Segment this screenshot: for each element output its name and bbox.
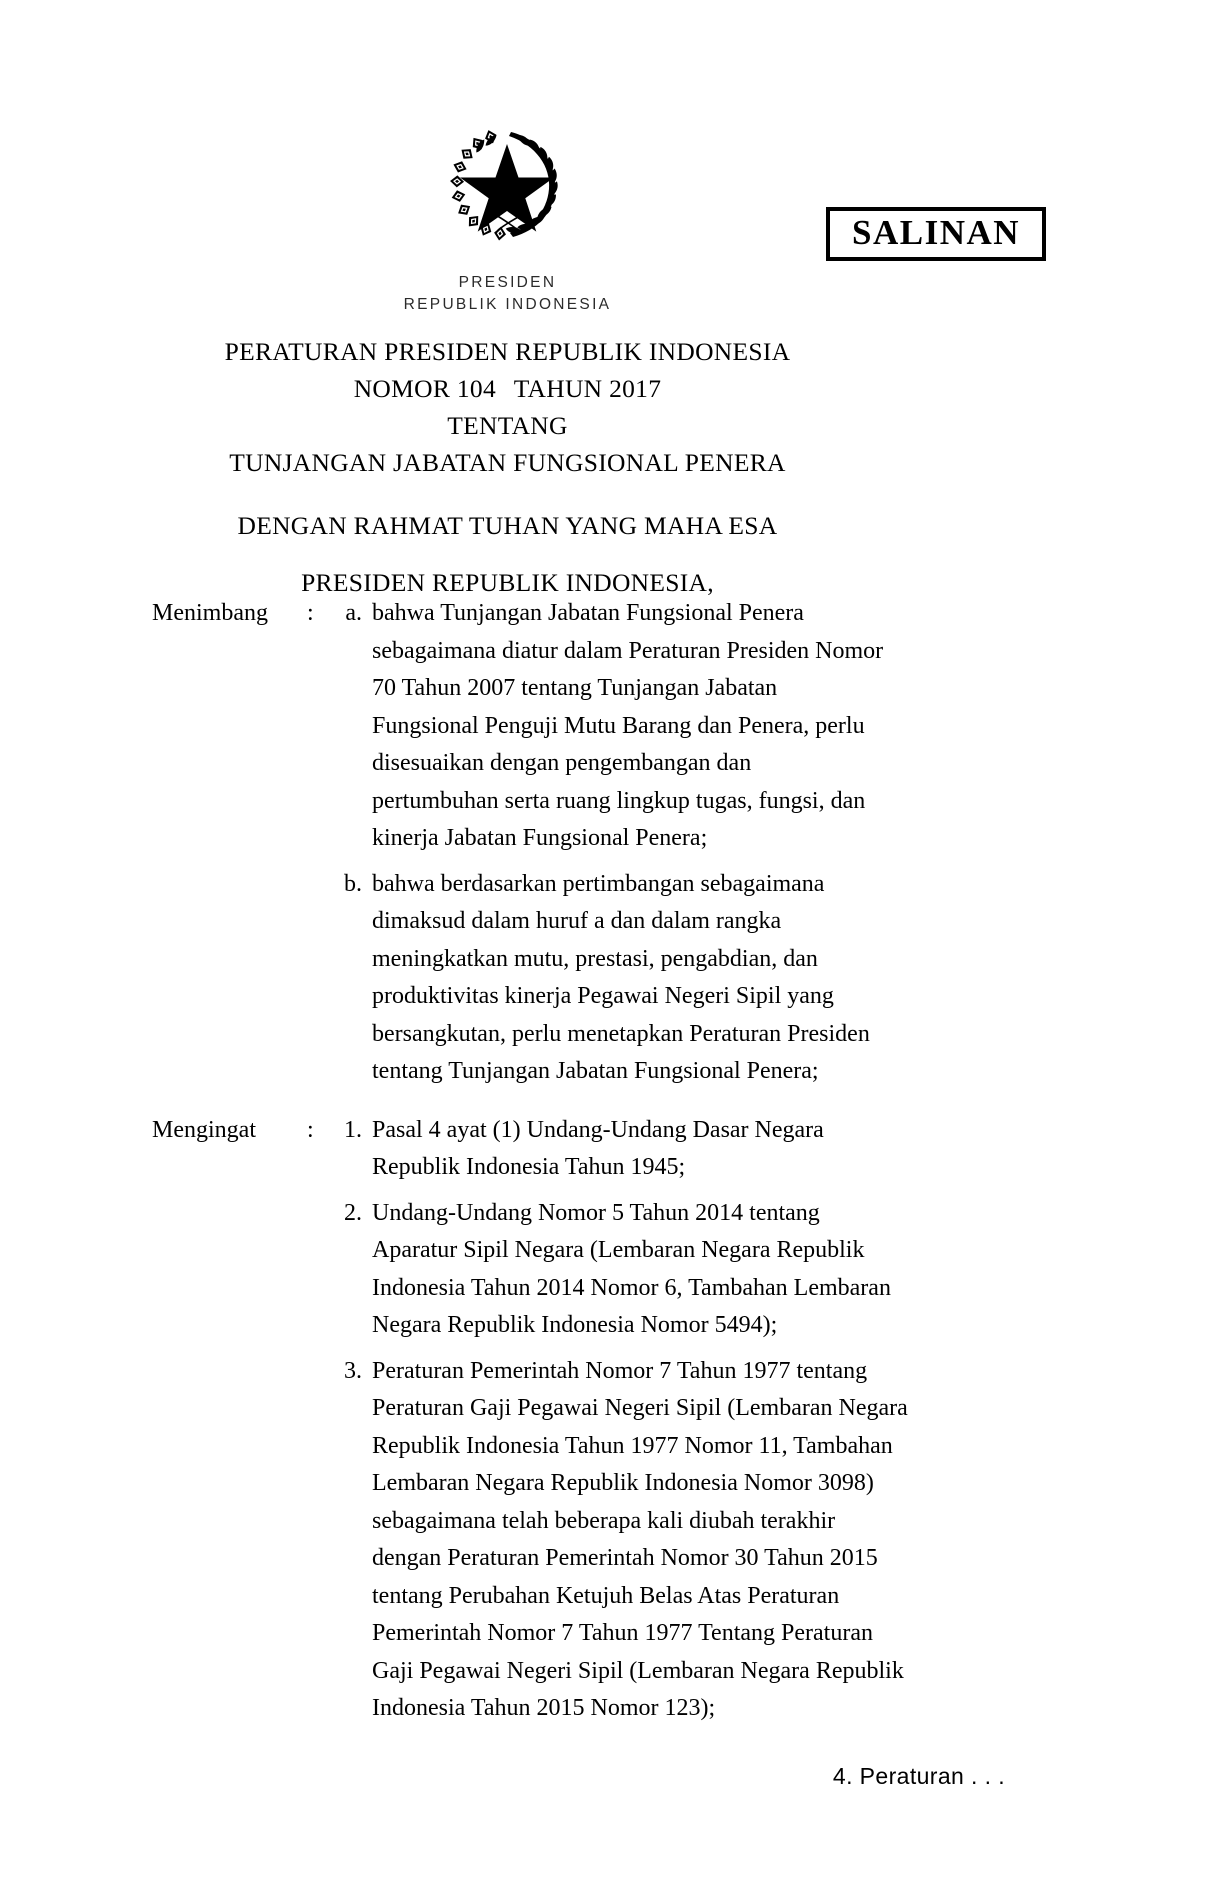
document-body [0, 595, 1219, 1728]
mengingat-colon: : [307, 1116, 314, 1143]
menimbang-item-b-line-4: produktivitas kinerja Pegawai Negeri Sipil yang [372, 983, 834, 1009]
mengingat-item-1-line-1: Pasal 4 ayat (1) Undang-Undang Dasar Negara [372, 1116, 824, 1143]
mengingat-item-3-line-7: tentang Perubahan Ketujuh Belas Atas Peraturan [372, 1582, 840, 1609]
mengingat-item-3-line-4: Lembaran Negara Republik Indonesia Nomor 3098) [372, 1470, 874, 1496]
menimbang-item-a [339, 595, 1015, 858]
menimbang-item-b-line-5: bersangkutan, perlu menetapkan Peraturan Presiden [372, 1020, 870, 1047]
menimbang-item-a-text [372, 595, 1015, 858]
mengingat-item-2-line-3: Indonesia Tahun 2014 Nomor 6, Tambahan Lembaran [372, 1274, 891, 1301]
mengingat-item-1-text [372, 1112, 1015, 1187]
document-title-block [0, 333, 1015, 601]
menimbang-item-a-line-2: sebagaimana diatur dalam Peraturan Presiden Nomor [372, 637, 884, 664]
mengingat-item-3-line-1: Peraturan Pemerintah Nomor 7 Tahun 1977 tentang [372, 1357, 868, 1384]
menimbang-item-a-line-7: kinerja Jabatan Fungsional Penera; [372, 825, 708, 851]
mengingat-item-2-line-2: Aparatur Sipil Negara (Lembaran Negara Republik [372, 1237, 865, 1263]
regulation-subject-line: TUNJANGAN JABATAN FUNGSIONAL PENERA [229, 448, 786, 477]
document-header [0, 0, 1219, 330]
mengingat-item-3 [339, 1353, 1015, 1728]
mengingat-item-3-line-9: Gaji Pegawai Negeri Sipil (Lembaran Negara Republik [372, 1657, 904, 1684]
menimbang-item-a-line-4: Fungsional Penguji Mutu Barang dan Penera, perlu [372, 712, 865, 739]
regulation-type-line: PERATURAN PRESIDEN REPUBLIK INDONESIA [224, 337, 791, 366]
mengingat-section [0, 1112, 1015, 1728]
menimbang-item-b-text [372, 866, 1015, 1091]
menimbang-item-b-line-2: dimaksud dalam huruf a dan dalam rangka [372, 908, 782, 934]
invocation-line: DENGAN RAHMAT TUHAN YANG MAHA ESA [237, 511, 778, 540]
salinan-stamp-label: SALINAN [852, 213, 1021, 252]
tahun-value: 2017 [609, 374, 662, 403]
menimbang-item-a-marker: a. [345, 600, 362, 626]
tentang-line: TENTANG [447, 411, 568, 440]
mengingat-item-2-line-4: Negara Republik Indonesia Nomor 5494); [372, 1312, 778, 1338]
issuing-authority-line: PRESIDEN REPUBLIK INDONESIA, [301, 568, 714, 597]
mengingat-item-3-line-5: sebagaimana telah beberapa kali diubah terakhir [372, 1507, 836, 1534]
nomor-value: 104 [456, 374, 496, 403]
menimbang-items [339, 595, 1015, 1091]
mengingat-item-1 [339, 1112, 1015, 1187]
menimbang-colon: : [307, 600, 314, 626]
mengingat-item-3-text [372, 1353, 1015, 1728]
emblem-caption-line-presiden: PRESIDEN [458, 274, 557, 291]
salinan-stamp [826, 207, 1046, 261]
menimbang-item-a-line-6: pertumbuhan serta ruang lingkup tugas, fungsi, dan [372, 787, 866, 814]
mengingat-item-1-marker: 1. [344, 1116, 362, 1143]
menimbang-item-b-marker: b. [344, 870, 362, 897]
mengingat-item-3-line-10: Indonesia Tahun 2015 Nomor 123); [372, 1695, 716, 1721]
menimbang-label: Menimbang [152, 600, 268, 626]
mengingat-item-3-line-3: Republik Indonesia Tahun 1977 Nomor 11, Tambahan [372, 1432, 893, 1459]
menimbang-item-b-line-6: tentang Tunjangan Jabatan Fungsional Penera; [372, 1058, 819, 1084]
mengingat-item-2-line-1: Undang-Undang Nomor 5 Tahun 2014 tentang [372, 1199, 820, 1226]
mengingat-item-3-line-2: Peraturan Gaji Pegawai Negeri Sipil (Lembaran Negara [372, 1395, 908, 1421]
mengingat-item-2-marker: 2. [344, 1199, 362, 1226]
mengingat-item-3-line-6: dengan Peraturan Pemerintah Nomor 30 Tahun 2015 [372, 1545, 878, 1571]
page-catchword: 4. Peraturan . . . [832, 1763, 1005, 1789]
mengingat-item-2 [339, 1195, 1015, 1345]
tahun-label: TAHUN [513, 374, 603, 403]
menimbang-item-b [339, 866, 1015, 1091]
menimbang-item-b-line-1: bahwa berdasarkan pertimbangan sebagaimana [372, 870, 825, 897]
emblem-caption [0, 272, 1015, 316]
regulation-number-line [0, 370, 1015, 407]
mengingat-item-1-line-2: Republik Indonesia Tahun 1945; [372, 1154, 686, 1180]
menimbang-item-b-line-3: meningkatkan mutu, prestasi, pengabdian, dan [372, 945, 818, 972]
mengingat-items [339, 1112, 1015, 1728]
emblem-caption-line-republik-indonesia: REPUBLIK INDONESIA [403, 296, 612, 313]
mengingat-label: Mengingat [152, 1116, 256, 1143]
menimbang-item-a-line-3: 70 Tahun 2007 tentang Tunjangan Jabatan [372, 675, 778, 701]
menimbang-section [0, 595, 1015, 1091]
nomor-label: NOMOR [353, 374, 451, 403]
menimbang-item-a-line-1: bahwa Tunjangan Jabatan Fungsional Penera [372, 600, 804, 626]
mengingat-item-3-marker: 3. [344, 1357, 362, 1384]
garuda-star-wreath-emblem [442, 118, 572, 248]
mengingat-item-2-text [372, 1195, 1015, 1345]
mengingat-item-3-line-8: Pemerintah Nomor 7 Tahun 1977 Tentang Peraturan [372, 1620, 873, 1646]
menimbang-item-a-line-5: disesuaikan dengan pengembangan dan [372, 750, 752, 776]
